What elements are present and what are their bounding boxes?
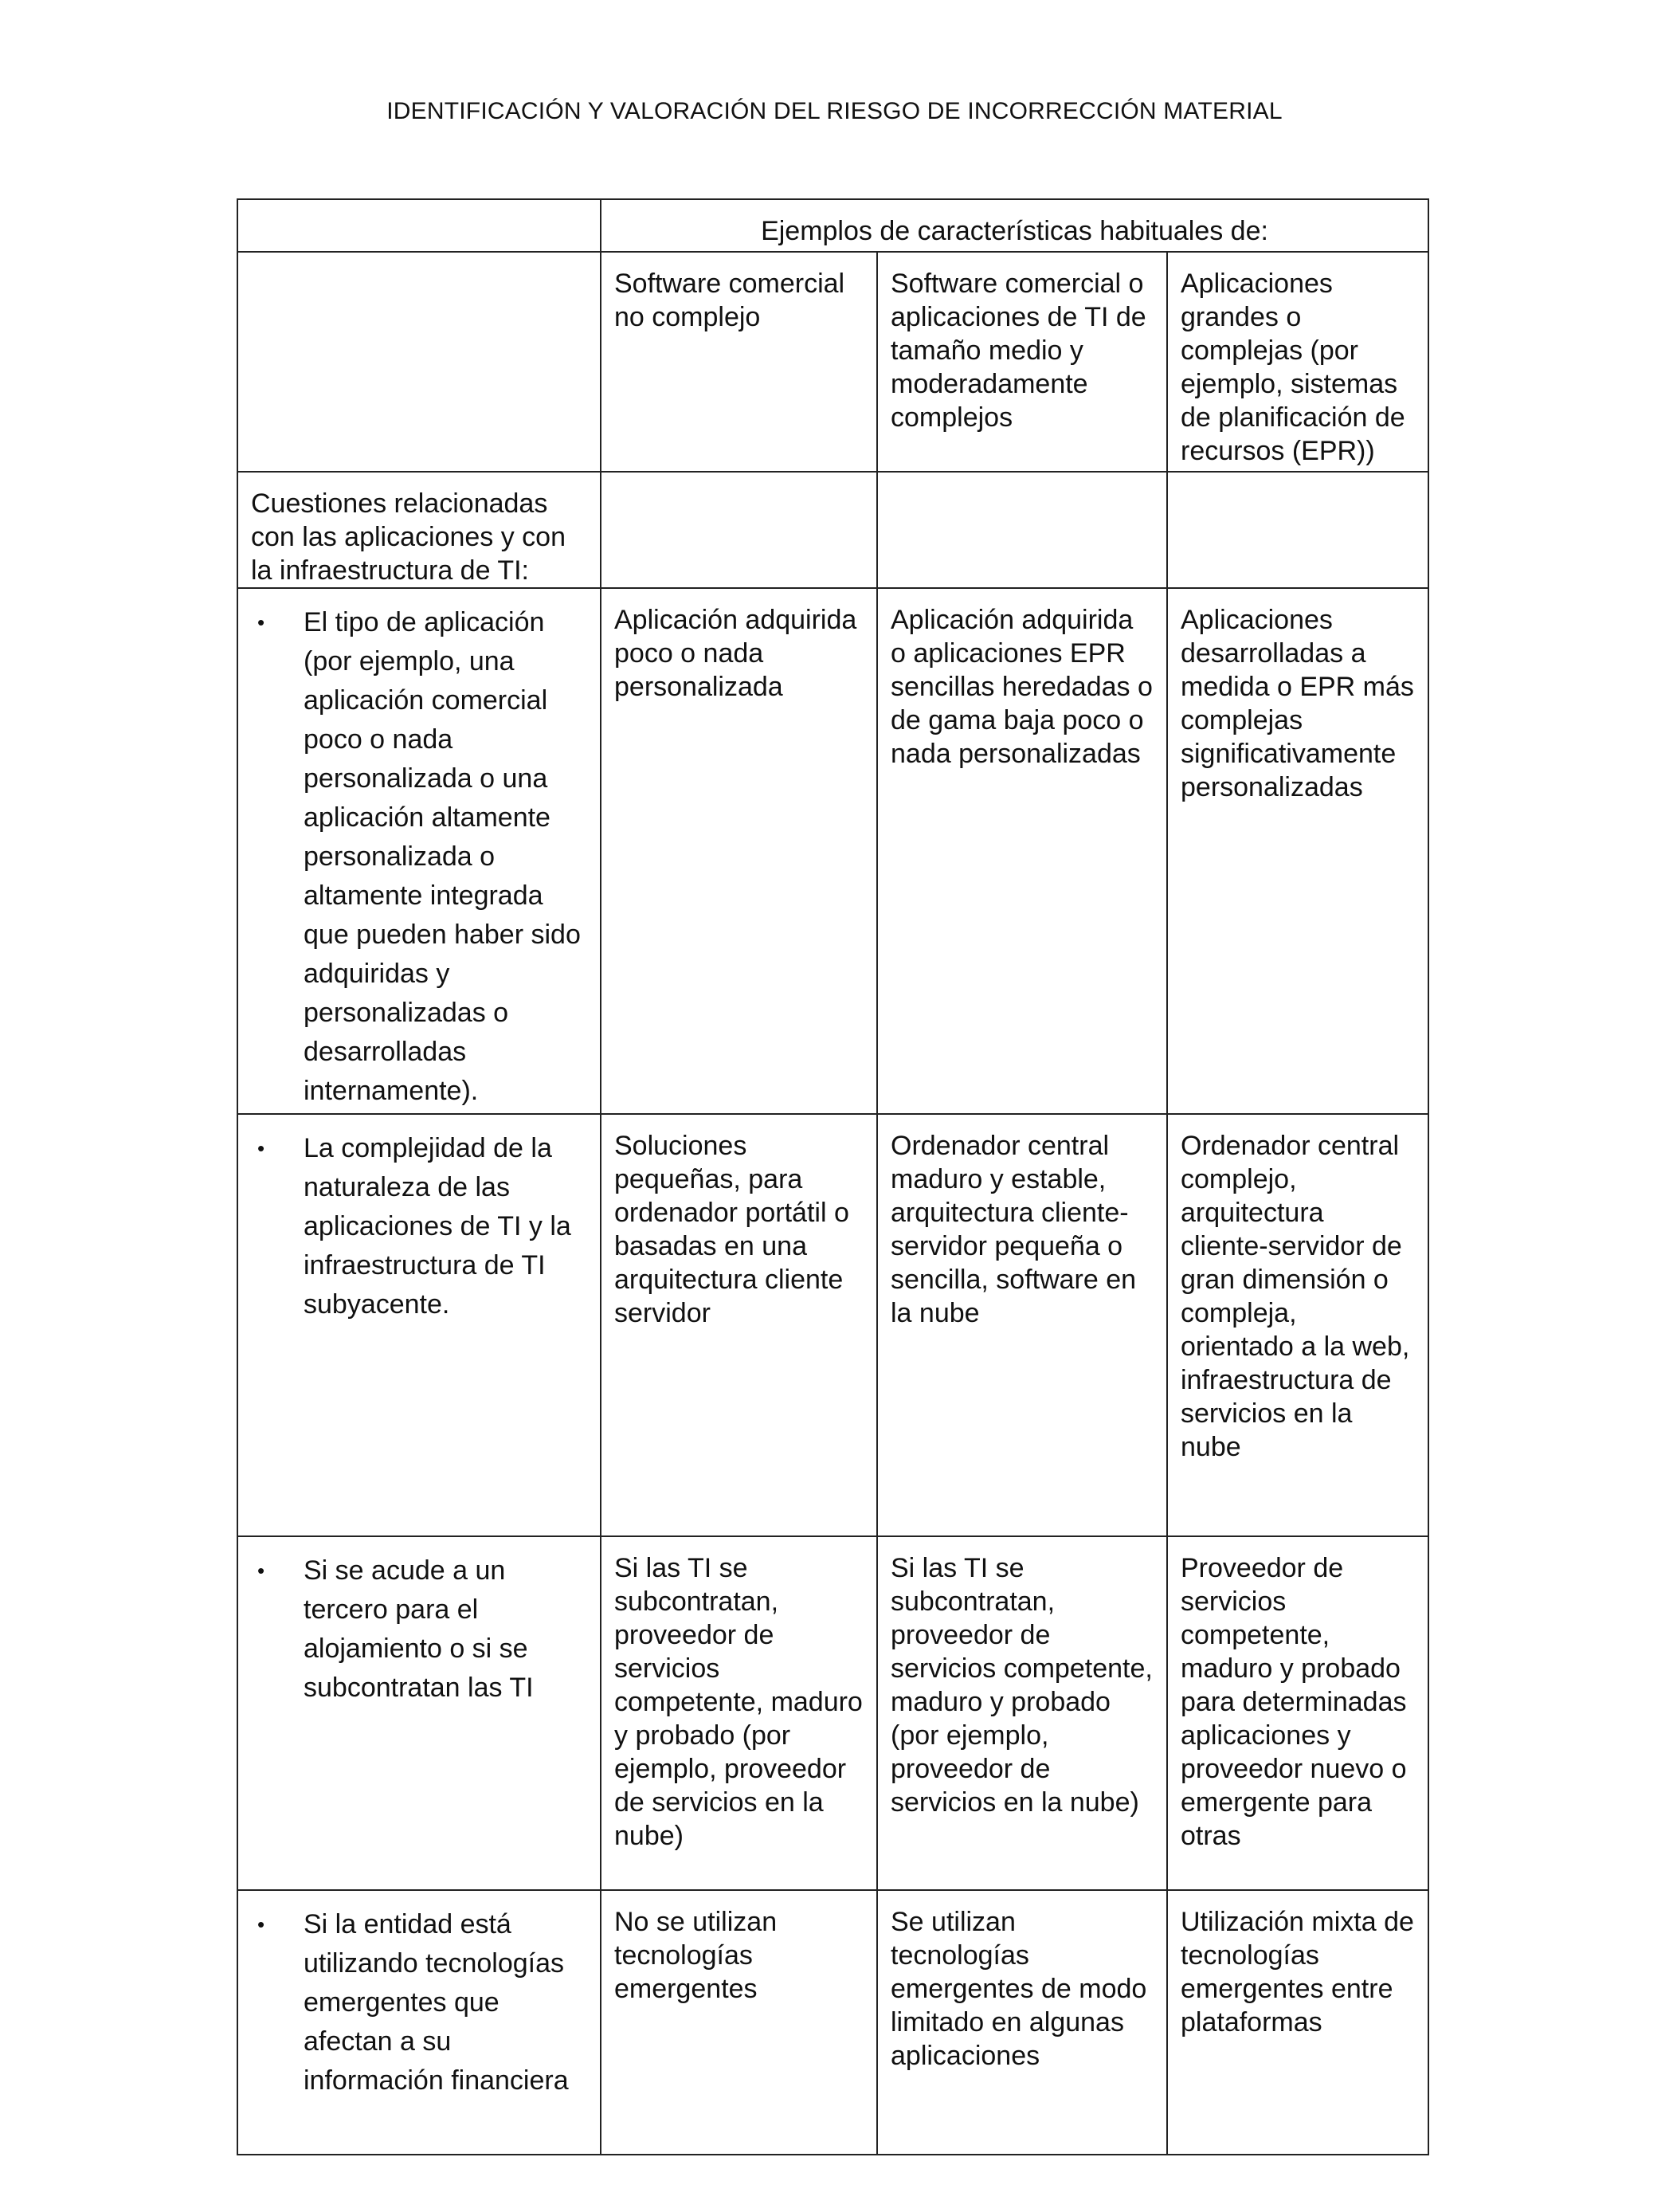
issue-text: Si la entidad está utilizando tecnologías emergentes que afectan a su información financiera xyxy=(304,1909,569,2096)
section-label-cell: Cuestiones relacionadas con las aplicaciones y con la infraestructura de TI: xyxy=(237,472,601,588)
bullet-icon: • xyxy=(257,610,265,634)
table-cell: Utilización mixta de tecnologías emergentes entre plataformas xyxy=(1167,1890,1428,2155)
table-column-header-row xyxy=(237,252,1428,472)
characteristics-table xyxy=(237,198,1429,2155)
table-cell: Soluciones pequeñas, para ordenador portátil o basadas en una arquitectura cliente servidor xyxy=(601,1114,877,1536)
table-cell: Ordenador central complejo, arquitectura cliente-servidor de gran dimensión o compleja, orientado a la web, infraestructura de servicios en la nube xyxy=(1167,1114,1428,1536)
table-group-header-row xyxy=(237,199,1428,252)
table-cell: Aplicaciones desarrolladas a medida o EPR más complejas significativamente personalizadas xyxy=(1167,588,1428,1114)
empty-section-cell xyxy=(877,472,1167,588)
page-title: IDENTIFICACIÓN Y VALORACIÓN DEL RIESGO DE INCORRECCIÓN MATERIAL xyxy=(386,98,1283,124)
table-cell: Si las TI se subcontratan, proveedor de servicios competente, maduro y probado (por ejemplo, proveedor de servicios en la nube) xyxy=(601,1536,877,1890)
table-cell: Si las TI se subcontratan, proveedor de servicios competente, maduro y probado (por ejemplo, proveedor de servicios en la nube) xyxy=(877,1536,1167,1890)
bullet-icon: • xyxy=(257,1912,265,1936)
table-cell: Se utilizan tecnologías emergentes de modo limitado en algunas aplicaciones xyxy=(877,1890,1167,2155)
issue-text: El tipo de aplicación (por ejemplo, una aplicación comercial poco o nada personalizada o una aplicación altamente personalizada o altamente integrada que pueden haber sido adquiridas y personalizadas o desarrolladas internamente). xyxy=(304,607,581,1106)
table-section-row xyxy=(237,472,1428,588)
table-row xyxy=(237,1114,1428,1536)
issue-text: La complejidad de la naturaleza de las aplicaciones de TI y la infraestructura de TI subyacente. xyxy=(304,1133,571,1320)
empty-header-cell xyxy=(237,252,601,472)
table-cell: Aplicación adquirida poco o nada personalizada xyxy=(601,588,877,1114)
column-header-non-complex: Software comercial no complejo xyxy=(601,252,877,472)
issue-text: Si se acude a un tercero para el alojamiento o si se subcontratan las TI xyxy=(304,1555,534,1703)
table-row xyxy=(237,1890,1428,2155)
empty-section-cell xyxy=(601,472,877,588)
empty-corner-cell xyxy=(237,199,601,252)
column-header-medium: Software comercial o aplicaciones de TI de tamaño medio y moderadamente complejos xyxy=(877,252,1167,472)
table-cell: Ordenador central maduro y estable, arquitectura cliente-servidor pequeña o sencilla, software en la nube xyxy=(877,1114,1167,1536)
table-cell: No se utilizan tecnologías emergentes xyxy=(601,1890,877,2155)
table-cell: Aplicación adquirida o aplicaciones EPR sencillas heredadas o de gama baja poco o nada personalizadas xyxy=(877,588,1167,1114)
issue-cell xyxy=(237,588,601,1114)
group-header-cell: Ejemplos de características habituales de: xyxy=(601,199,1428,252)
table-row xyxy=(237,588,1428,1114)
table-cell: Proveedor de servicios competente, maduro y probado para determinadas aplicaciones y proveedor nuevo o emergente para otras xyxy=(1167,1536,1428,1890)
issue-cell xyxy=(237,1536,601,1890)
empty-section-cell xyxy=(1167,472,1428,588)
issue-cell xyxy=(237,1114,601,1536)
table-row xyxy=(237,1536,1428,1890)
column-header-large: Aplicaciones grandes o complejas (por ejemplo, sistemas de planificación de recursos (EPR)) xyxy=(1167,252,1428,472)
issue-cell xyxy=(237,1890,601,2155)
bullet-icon: • xyxy=(257,1136,265,1160)
bullet-icon: • xyxy=(257,1559,265,1583)
